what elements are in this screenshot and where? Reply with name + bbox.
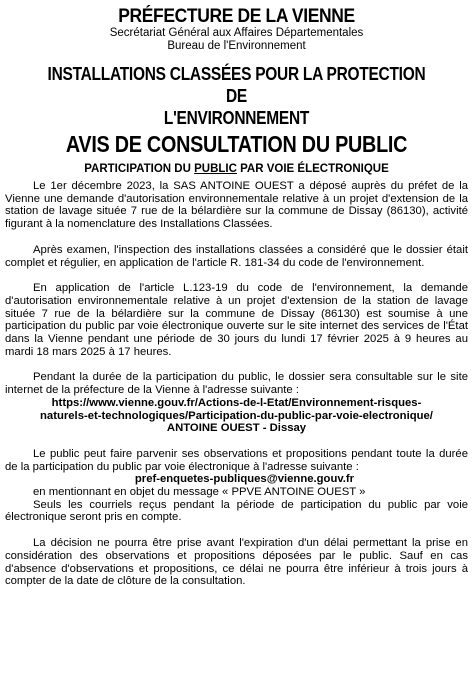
bureau-line: Bureau de l'Environnement — [167, 40, 306, 52]
prefecture-title: PRÉFECTURE DE LA VIENNE — [118, 6, 355, 27]
url-line-1[interactable]: https://www.vienne.gouv.fr/Actions-de-l-Etat/Environnement-risques- — [51, 396, 422, 409]
paragraph-6b: Seuls les courriels reçus pendant la période de participation du public par voie électronique seront pris en compte. — [5, 498, 468, 524]
avis-title: AVIS DE CONSULTATION DU PUBLIC — [65, 131, 408, 157]
paragraph-3: En application de l'article L.123-19 du code de l'environnement, la demande d'autorisation environnementale relative à un projet d'extension de la station de lavage située 7 rue de la bélardière sur la commune de Dissay (86130) est soumise à une participation du public par voie électronique ouverte sur le site internet des services de l'État dans la Vienne pendant une période de 30 jours du lundi 17 février 2025 à 9 heures au mardi 18 mars 2025 à 17 heures. — [5, 282, 468, 358]
participation-post: PAR VOIE ÉLECTRONIQUE — [236, 163, 389, 175]
paragraph-6a: en mentionnant en objet du message « PPVE ANTOINE OUEST » — [33, 486, 366, 499]
installations-title-line1: INSTALLATIONS CLASSÉES POUR LA PROTECTION DE — [47, 64, 426, 106]
url-line-2[interactable]: naturels-et-technologiques/Participation-du-public-par-voie-electronique/ — [40, 409, 433, 422]
participation-underlined: PUBLIC — [194, 163, 237, 175]
paragraph-7: La décision ne pourra être prise avant l'expiration d'un délai permettant la prise en considération des observations et propositions déposées par le public. Sauf en cas d'absence d'observations et propositions, ce délai ne pourra être inférieur à trois jours à compter de la date de clôture de la consultation. — [5, 537, 468, 588]
email-address[interactable]: pref-enquetes-publiques@vienne.gouv.fr — [134, 473, 355, 486]
participation-subtitle — [5, 163, 468, 176]
paragraph-1: Le 1er décembre 2023, la SAS ANTOINE OUEST a déposé auprès du préfet de la Vienne une demande d'autorisation environnementale relative à un projet d'extension de la station de lavage située 7 rue de la bélardière sur la commune de Dissay (86130), activité figurant à la nomenclature des Installations Classées. — [5, 180, 468, 231]
paragraph-2: Après examen, l'inspection des installations classées a considéré que le dossier était complet et régulier, en application de l'article R. 181-34 du code de l'environnement. — [5, 243, 468, 269]
installations-title-line2: L'ENVIRONNEMENT — [163, 108, 310, 128]
paragraph-5: Le public peut faire parvenir ses observations et propositions pendant toute la durée de la participation du public par voie électronique à l'adresse suivante : — [5, 447, 468, 473]
secretariat-line: Secrétariat Général aux Affaires Départementales — [109, 27, 364, 39]
participation-pre: PARTICIPATION DU — [84, 163, 195, 175]
url-line-3: ANTOINE OUEST - Dissay — [166, 422, 307, 435]
paragraph-4: Pendant la durée de la participation du public, le dossier sera consultable sur le site internet de la préfecture de la Vienne à l'adresse suivante : — [5, 371, 468, 397]
